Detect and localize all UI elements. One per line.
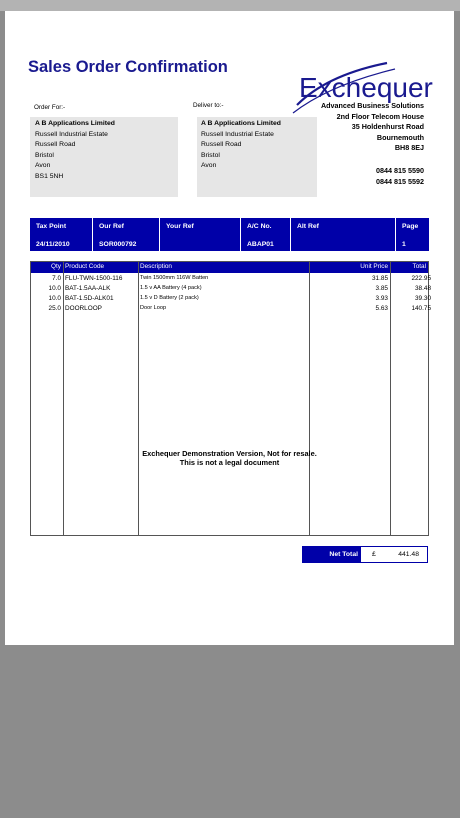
your-ref-cell xyxy=(159,218,241,251)
deliver-to-box xyxy=(197,117,317,197)
description-header: Description xyxy=(140,263,172,270)
column-divider xyxy=(63,262,64,535)
order-for-box xyxy=(30,117,178,197)
item-description: 1.5 v D Battery (2 pack) xyxy=(140,295,199,301)
page-number: 1 xyxy=(402,241,406,248)
net-total-value: 441.48 xyxy=(398,551,419,558)
item-code: FLU-TWN-1500-116 xyxy=(65,275,123,282)
item-total: 222.95 xyxy=(411,275,431,282)
ac-no-value: ABAP01 xyxy=(247,241,274,248)
column-divider xyxy=(138,262,139,535)
page-cell xyxy=(395,218,430,251)
item-price: 5.63 xyxy=(375,305,388,312)
item-qty: 10.0 xyxy=(48,295,61,302)
item-qty: 25.0 xyxy=(48,305,61,312)
ac-no-label: A/C No. xyxy=(247,223,272,230)
item-total: 38.48 xyxy=(415,285,431,292)
company-name: Advanced Business Solutions xyxy=(320,101,424,110)
item-description: 1.5 v AA Battery (4 pack) xyxy=(140,285,202,291)
item-qty: 7.0 xyxy=(52,275,61,282)
deliver-to-line: Avon xyxy=(201,162,217,170)
our-ref-value: SOR000792 xyxy=(99,241,137,248)
order-for-line: Bristol xyxy=(35,151,54,159)
our-ref-label: Our Ref xyxy=(99,223,124,230)
company-address-line: BH8 8EJ xyxy=(394,143,424,153)
deliver-to-line: Russell Industrial Estate xyxy=(201,130,274,138)
net-total-box xyxy=(360,546,428,563)
demo-watermark xyxy=(31,449,428,468)
watermark-line: Exchequer Demonstration Version, Not for resale. xyxy=(142,449,317,458)
our-ref-cell xyxy=(92,218,160,251)
net-total-label xyxy=(302,546,360,563)
currency-symbol: £ xyxy=(372,551,376,558)
deliver-to-line: A B Applications Limited xyxy=(201,120,281,127)
tax-point-cell xyxy=(30,218,92,251)
document-page xyxy=(5,11,454,645)
item-price: 31.85 xyxy=(372,275,388,282)
line-items-table xyxy=(30,261,429,536)
product-code-header: Product Code xyxy=(65,263,105,270)
deliver-to-label: Deliver to:- xyxy=(193,102,224,109)
company-address xyxy=(321,101,424,154)
item-description: Door Loop xyxy=(140,305,167,311)
company-address-line: 35 Holdenhurst Road xyxy=(351,122,424,132)
item-price: 3.85 xyxy=(375,285,388,292)
order-for-line: Avon xyxy=(35,162,51,170)
ac-no-cell xyxy=(240,218,291,251)
order-for-line: Russell Industrial Estate xyxy=(35,130,108,138)
item-code: DOORLOOP xyxy=(65,305,102,312)
tax-point-value: 24/11/2010 xyxy=(36,241,70,248)
company-phone: 0844 815 5590 xyxy=(376,166,424,175)
column-divider xyxy=(390,262,391,535)
item-description: Twin 1500mm 116W Batten xyxy=(140,275,209,281)
item-price: 3.93 xyxy=(375,295,388,302)
company-address-line: Bournemouth xyxy=(376,132,424,142)
order-for-line: BS1 5NH xyxy=(35,172,64,180)
company-phones xyxy=(376,166,424,187)
order-for-line: Russell Road xyxy=(35,141,76,149)
top-bar xyxy=(0,0,460,11)
your-ref-label: Your Ref xyxy=(166,223,194,230)
company-address-line: 2nd Floor Telecom House xyxy=(336,111,424,121)
item-total: 39.30 xyxy=(415,295,431,302)
item-code: BAT-1.5D-ALK01 xyxy=(65,295,114,302)
watermark-line: This is not a legal document xyxy=(179,458,280,468)
item-code: BAT-1.5AA-ALK xyxy=(65,285,111,292)
qty-header: Qty xyxy=(51,263,61,270)
item-total: 140.75 xyxy=(411,305,431,312)
order-for-label: Order For:- xyxy=(34,104,66,111)
deliver-to-line: Bristol xyxy=(201,151,220,159)
page-label: Page xyxy=(402,223,419,230)
unit-price-header: Unit Price xyxy=(360,263,388,270)
order-for-line: A B Applications Limited xyxy=(35,120,115,127)
order-header-table xyxy=(30,218,429,251)
svg-text:Exchequer: Exchequer xyxy=(299,72,433,103)
tax-point-label: Tax Point xyxy=(36,223,67,230)
document-title: Sales Order Confirmation xyxy=(28,58,228,76)
company-phone: 0844 815 5592 xyxy=(376,176,424,186)
item-qty: 10.0 xyxy=(48,285,61,292)
column-divider xyxy=(309,262,310,535)
net-total-label-text: Net Total xyxy=(329,551,358,558)
alt-ref-label: Alt Ref xyxy=(297,223,319,230)
total-header: Total xyxy=(412,263,426,270)
alt-ref-cell xyxy=(290,218,396,251)
deliver-to-line: Russell Road xyxy=(201,141,242,149)
